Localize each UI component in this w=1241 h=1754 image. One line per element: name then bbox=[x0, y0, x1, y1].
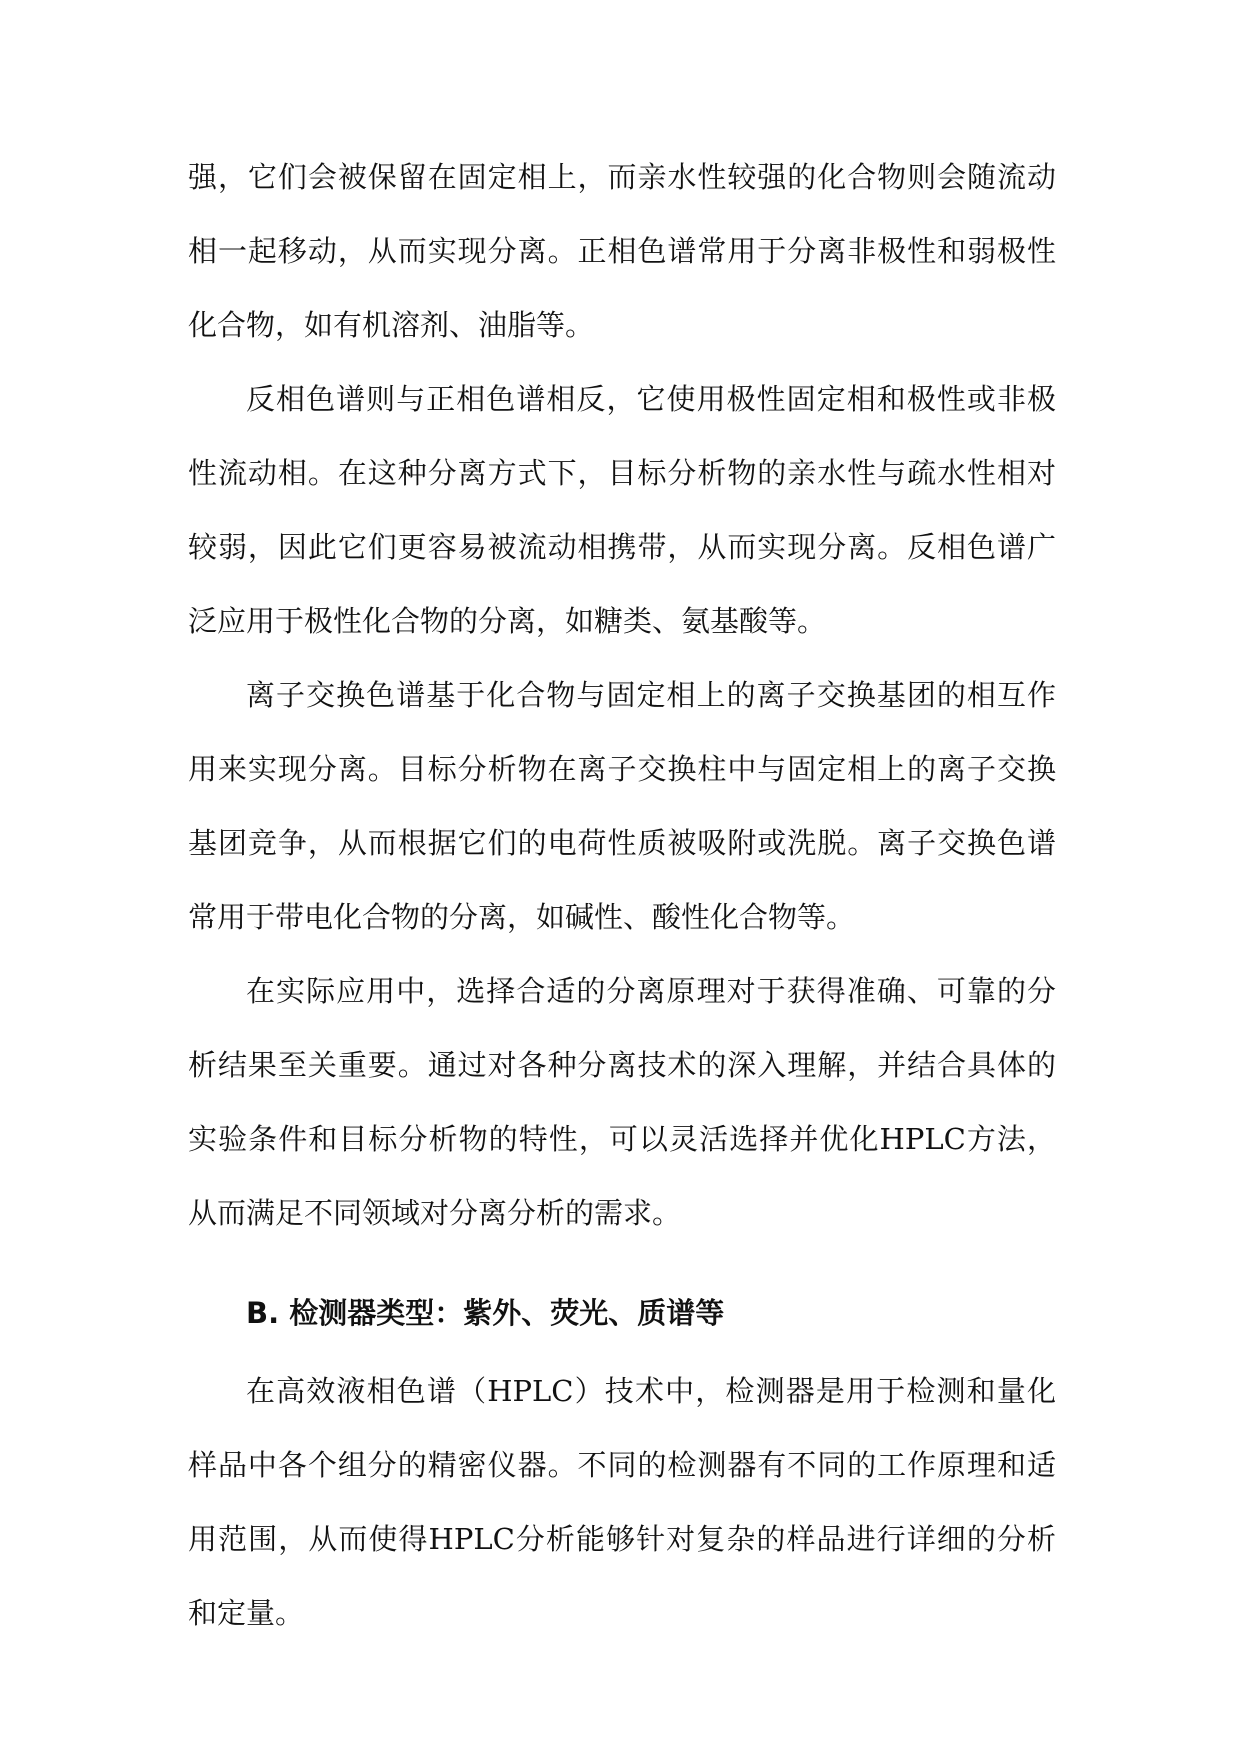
document-body bbox=[188, 140, 1056, 1650]
section-heading-detector-types: B. 检测器类型：紫外、荧光、质谱等 bbox=[246, 1296, 725, 1330]
paragraph-ion-exchange: 离子交换色谱基于化合物与固定相上的离子交换基团的相互作用来实现分离。目标分析物在离子交换柱中与固定相上的离子交换基团竞争，从而根据它们的电荷性质被吸附或洗脱。离子交换色谱常用于带电化合物的分离，如碱性、酸性化合物等。 bbox=[188, 678, 1056, 934]
paragraph-reverse-phase: 反相色谱则与正相色谱相反，它使用极性固定相和极性或非极性流动相。在这种分离方式下，目标分析物的亲水性与疏水性相对较弱，因此它们更容易被流动相携带，从而实现分离。反相色谱广泛应用于极性化合物的分离，如糖类、氨基酸等。 bbox=[188, 382, 1056, 638]
paragraph-detector-intro: 在高效液相色谱（HPLC）技术中，检测器是用于检测和量化样品中各个组分的精密仪器。不同的检测器有不同的工作原理和适用范围，从而使得HPLC分析能够针对复杂的样品进行详细的分析和定量。 bbox=[188, 1374, 1056, 1630]
paragraph-practical-application: 在实际应用中，选择合适的分离原理对于获得准确、可靠的分析结果至关重要。通过对各种分离技术的深入理解，并结合具体的实验条件和目标分析物的特性，可以灵活选择并优化HPLC方法，从而满足不同领域对分离分析的需求。 bbox=[188, 974, 1056, 1230]
paragraph-normal-phase-continued: 强，它们会被保留在固定相上，而亲水性较强的化合物则会随流动相一起移动，从而实现分离。正相色谱常用于分离非极性和弱极性化合物，如有机溶剂、油脂等。 bbox=[188, 160, 1056, 342]
